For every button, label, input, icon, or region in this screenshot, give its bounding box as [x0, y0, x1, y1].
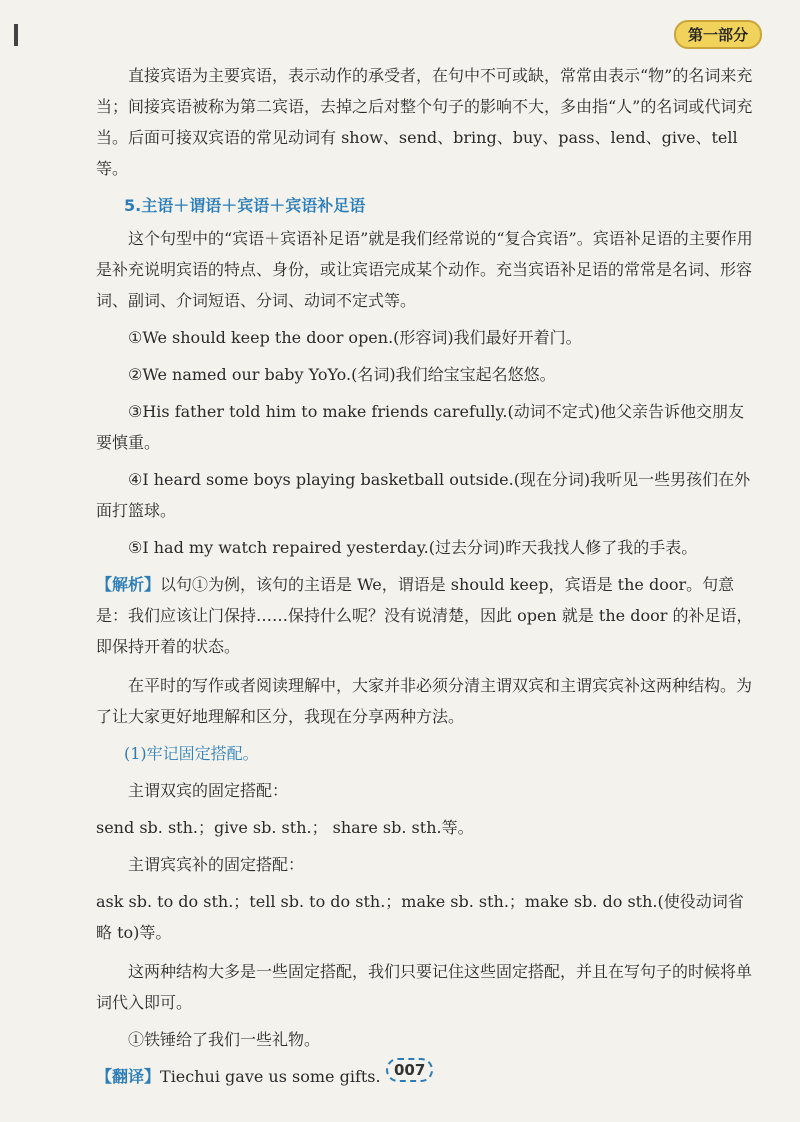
example-chinese: ①铁锤给了我们一些礼物。: [128, 1030, 321, 1049]
complement-label: 主谓宾宾补的固定搭配：: [128, 855, 305, 874]
paragraph-summary: 这两种结构大多是一些固定搭配，我们只要记住这些固定搭配，并且在写句子的时候将单词代入即可。: [96, 962, 753, 1012]
translation-tag: 【翻译】: [96, 1067, 161, 1086]
example-sentence: ⑤I had my watch repaired yesterday.(过去分词)昨天我找人修了我的手表。: [128, 538, 698, 557]
page-number: 007: [386, 1058, 433, 1082]
double-object-list: send sb. sth.；give sb. sth.； share sb. sth.等。: [96, 818, 474, 837]
section-tab: 第一部分: [674, 20, 762, 49]
paragraph-objects: 直接宾语为主要宾语，表示动作的承受者，在句中不可或缺，常常由表示“物”的名词来充当；间接宾语被称为第二宾语，去掉之后对整个句子的影响不大，多由指“人”的名词或代词充当。后面可接双宾语的常见动词有 show、send、bring、buy、pass、lend、give、tell 等。: [96, 66, 753, 178]
method-heading: (1)牢记固定搭配。: [124, 744, 259, 763]
paragraph-complex-object: 这个句型中的“宾语＋宾语补足语”就是我们经常说的“复合宾语”。宾语补足语的主要作用是补充说明宾语的特点、身份，或让宾语完成某个动作。充当宾语补足语的常常是名词、形容词、副词、介词短语、分词、动词不定式等。: [96, 229, 753, 310]
paragraph-methods: 在平时的写作或者阅读理解中，大家并非必须分清主谓双宾和主谓宾宾补这两种结构。为了让大家更好地理解和区分，我现在分享两种方法。: [96, 676, 753, 726]
binding-mark: [14, 24, 18, 46]
example-sentence: ③His father told him to make friends carefully.(动词不定式)他父亲告诉他交朋友要慎重。: [96, 402, 744, 452]
double-object-label: 主谓双宾的固定搭配：: [128, 781, 289, 800]
example-sentence: ④I heard some boys playing basketball outside.(现在分词)我听见一些男孩们在外面打篮球。: [96, 470, 751, 520]
analysis-paragraph: [96, 569, 756, 662]
translation-text: Tiechui gave us some gifts.: [160, 1067, 381, 1086]
page-content: [96, 60, 756, 1092]
section-heading-5: 5.主语＋谓语＋宾语＋宾语补足语: [124, 196, 366, 215]
complement-list: ask sb. to do sth.；tell sb. to do sth.；make sb. sth.；make sb. do sth.(使役动词省略 to)等。: [96, 892, 744, 942]
analysis-text: 以句①为例，该句的主语是 We，谓语是 should keep，宾语是 the door。句意是：我们应该让门保持……保持什么呢？没有说清楚，因此 open 就是 the door 的补足语，即保持开着的状态。: [96, 575, 753, 656]
example-sentence: ①We should keep the door open.(形容词)我们最好开着门。: [128, 328, 582, 347]
analysis-tag: 【解析】: [96, 575, 161, 594]
example-sentence: ②We named our baby YoYo.(名词)我们给宝宝起名悠悠。: [128, 365, 556, 384]
